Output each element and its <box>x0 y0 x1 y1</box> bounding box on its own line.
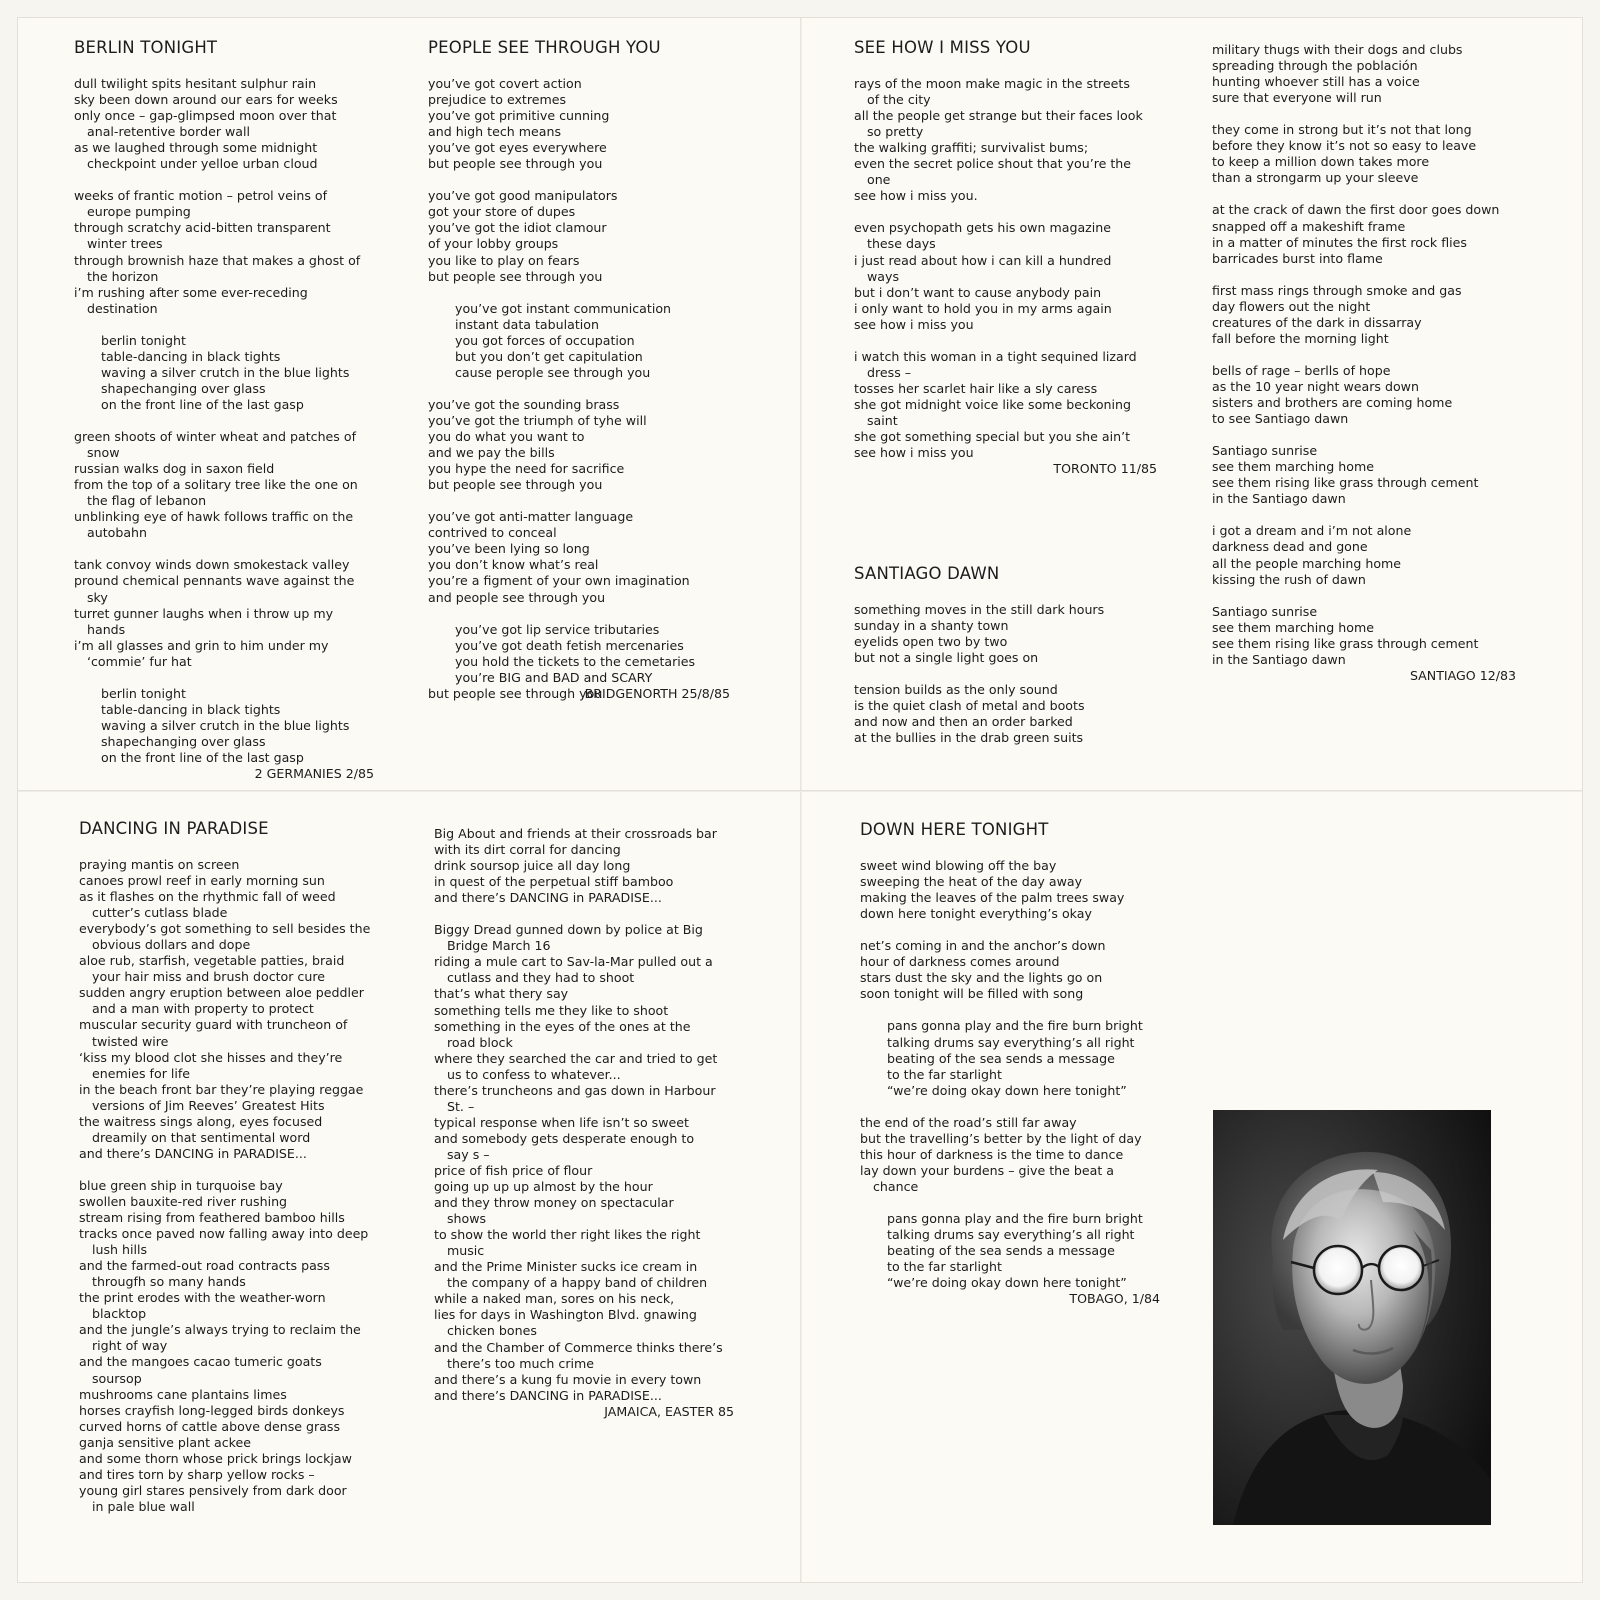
lyric-line: even psychopath gets his own magazine <box>854 220 1112 236</box>
lyric-line: dress – <box>867 364 912 380</box>
lyric-line: the flag of lebanon <box>87 493 207 509</box>
stanza-break <box>854 333 1157 349</box>
stanza-break <box>74 317 374 333</box>
poem-see-how-i-miss-you <box>854 38 1157 477</box>
lyric-line: that’s what thery say <box>434 986 569 1002</box>
lyric-line: soon tonight will be filled with song <box>860 986 1084 1002</box>
lyric-line: blacktop <box>92 1306 147 1322</box>
lyric-line: to keep a million down takes more <box>1212 154 1430 170</box>
lyric-line: you’ve got the triumph of tyhe will <box>428 412 647 428</box>
poem-title: DOWN HERE TONIGHT <box>860 820 1049 839</box>
lyric-line: you do what you want to <box>428 429 585 445</box>
vertical-fold <box>800 18 802 1582</box>
poem-lines <box>434 826 734 1404</box>
lyric-line: lies for days in Washington Blvd. gnawing <box>434 1307 697 1323</box>
lyric-line: twisted wire <box>92 1033 169 1049</box>
poem-lines <box>860 858 1160 1291</box>
lyric-line: muscular security guard with truncheon of <box>79 1017 348 1033</box>
lyric-line: and a man with property to protect <box>92 1001 314 1017</box>
lyric-line: your hair miss and brush doctor cure <box>92 969 325 985</box>
lyric-line: stream rising from feathered bamboo hills <box>79 1210 345 1226</box>
stanza-break <box>1212 186 1516 202</box>
lyric-line: aloe rub, starfish, vegetable patties, braid <box>79 953 345 969</box>
stanza-break <box>860 1195 1160 1211</box>
lyric-line: road block <box>447 1034 513 1050</box>
lyric-line: fall before the morning light <box>1212 330 1389 346</box>
lyric-line: in the Santiago dawn <box>1212 491 1346 507</box>
lyric-line: sudden angry eruption between aloe peddler <box>79 985 364 1001</box>
lyric-line: you like to play on fears <box>428 252 580 268</box>
lyric-line: the waitress sings along, eyes focused <box>79 1113 323 1129</box>
lyric-line: hunting whoever still has a voice <box>1212 74 1420 90</box>
lyric-line: you hype the need for sacrifice <box>428 461 625 477</box>
lyric-line: stars dust the sky and the lights go on <box>860 970 1103 986</box>
lyric-line: and there’s DANCING in PARADISE... <box>434 1387 662 1403</box>
stanza-break <box>428 381 730 397</box>
lyric-line: on the front line of the last gasp <box>101 396 304 412</box>
lyric-line: and we pay the bills <box>428 445 555 461</box>
lyric-line: eyelids open two by two <box>854 634 1008 650</box>
lyric-line: canoes prowl reef in early morning sun <box>79 873 325 889</box>
lyric-line: see them marching home <box>1212 459 1374 475</box>
lyric-line: see them marching home <box>1212 619 1374 635</box>
stanza-break <box>1212 588 1516 604</box>
lyric-line: and some thorn whose prick brings lockjaw <box>79 1450 352 1466</box>
lyric-line: horses crayfish long-legged birds donkeys <box>79 1402 345 1418</box>
lyric-line: going up up up almost by the hour <box>434 1179 653 1195</box>
poem-lines <box>854 76 1157 461</box>
stanza-break <box>860 1002 1160 1018</box>
poem-title: SANTIAGO DAWN <box>854 564 1000 583</box>
lyric-line: something moves in the still dark hours <box>854 602 1105 617</box>
lyric-line: versions of Jim Reeves’ Greatest Hits <box>92 1097 325 1113</box>
lyric-line: you’ve got primitive cunning <box>428 108 610 124</box>
lyric-line: you’re BIG and BAD and SCARY <box>455 669 653 685</box>
lyric-line: snow <box>87 445 120 461</box>
stanza-break <box>1212 106 1516 122</box>
lyric-line: riding a mule cart to Sav-la-Mar pulled out a <box>434 954 713 970</box>
lyric-line: Santiago sunrise <box>1212 603 1318 619</box>
lyric-line: drink soursop juice all day long <box>434 858 631 874</box>
lyric-line: as it flashes on the rhythmic fall of weed <box>79 889 336 905</box>
lyric-line: talking drums say everything’s all right <box>887 1227 1135 1243</box>
lyric-line: in a matter of minutes the first rock flies <box>1212 234 1467 250</box>
lyric-line: sure that everyone will run <box>1212 90 1382 106</box>
lyric-line: and now and then an order barked <box>854 714 1073 730</box>
lyric-line: shapechanging over glass <box>101 380 266 396</box>
lyric-line: and they throw money on spectacular <box>434 1195 674 1211</box>
lyric-line: see them rising like grass through cement <box>1212 635 1479 651</box>
poem-lines <box>1212 42 1516 668</box>
lyric-line: but people see through you <box>428 156 603 172</box>
lyric-line: but people see through you <box>428 477 603 493</box>
lyric-line: i only want to hold you in my arms again <box>854 300 1112 316</box>
lyric-line: berlin tonight <box>101 332 186 348</box>
lyric-line: unblinking eye of hawk follows traffic on the <box>74 509 354 525</box>
poem-lines <box>854 602 1157 746</box>
lyric-line: winter trees <box>87 236 163 252</box>
lyric-line: to the far starlight <box>887 1066 1002 1082</box>
lyric-line: waving a silver crutch in the blue lights <box>101 364 350 380</box>
lyric-line: before they know it’s not so easy to leave <box>1212 138 1477 154</box>
lyric-line: you’ve got anti-matter language <box>428 509 634 525</box>
lyric-line: instant data tabulation <box>455 316 599 332</box>
lyric-line: the horizon <box>87 268 159 284</box>
lyric-line: blue green ship in turquoise bay <box>79 1177 283 1193</box>
lyric-line: but people see through you <box>428 685 603 701</box>
lyric-line: see how i miss you <box>854 445 974 461</box>
poem-place-date: TOBAGO, 1/84 <box>1069 1291 1160 1307</box>
lyric-line: St. – <box>447 1098 475 1114</box>
poem-dancing-in-paradise <box>79 819 379 1515</box>
lyric-line: destination <box>87 300 158 316</box>
lyric-line: to see Santiago dawn <box>1212 411 1349 427</box>
poem-place-date: BRIDGENORTH 25/8/85 <box>584 685 730 701</box>
lyric-line: pround chemical pennants wave against the <box>74 573 355 589</box>
lyric-line: the print erodes with the weather-worn <box>79 1290 326 1306</box>
lyric-line: bells of rage – berlls of hope <box>1212 362 1391 378</box>
lyric-line: where they searched the car and tried to get <box>434 1050 718 1066</box>
stanza-break <box>860 1099 1160 1115</box>
lyric-line: as we laughed through some midnight <box>74 140 318 156</box>
poem-title: PEOPLE SEE THROUGH YOU <box>428 38 661 57</box>
lyric-line: swollen bauxite-red river rushing <box>79 1193 288 1209</box>
lyric-line: i’m rushing after some ever-receding <box>74 284 308 300</box>
stanza-break <box>434 906 734 922</box>
lyric-line: tank convoy winds down smokestack valley <box>74 557 350 573</box>
lyric-line: and the farmed-out road contracts pass <box>79 1258 330 1274</box>
lyric-line: all the people get strange but their faces look <box>854 108 1143 124</box>
lyric-line: the walking graffiti; survivalist bums; <box>854 140 1089 156</box>
lyric-line: praying mantis on screen <box>79 857 240 872</box>
lyric-line: and tires torn by sharp yellow rocks – <box>79 1466 315 1482</box>
poem-dancing-in-paradise-continued <box>434 826 734 1420</box>
stanza-break <box>1212 507 1516 523</box>
lyric-line: darkness dead and gone <box>1212 539 1368 555</box>
poem-place-date: TORONTO 11/85 <box>1053 461 1157 477</box>
lyric-line: chance <box>873 1178 919 1194</box>
lyric-line: in quest of the perpetual stiff bamboo <box>434 874 674 890</box>
lyric-line: hour of darkness comes around <box>860 954 1060 970</box>
lyric-line: us to confess to whatever... <box>447 1066 621 1082</box>
lyric-line: europe pumping <box>87 204 191 220</box>
lyric-line: right of way <box>92 1338 168 1354</box>
lyric-line: see how i miss you <box>854 316 974 332</box>
lyric-line: in the beach front bar they’re playing reggae <box>79 1081 364 1097</box>
lyric-line: rays of the moon make magic in the streets <box>854 76 1130 91</box>
stanza-break <box>74 670 374 686</box>
lyric-line: sunday in a shanty town <box>854 618 1009 634</box>
lyric-line: you hold the tickets to the cemetaries <box>455 653 696 669</box>
lyric-line: soursop <box>92 1370 142 1386</box>
lyric-line: on the front line of the last gasp <box>101 749 304 765</box>
lyric-line: to the far starlight <box>887 1259 1002 1275</box>
lyric-line: dull twilight spits hesitant sulphur rain <box>74 76 317 91</box>
lyric-line: and somebody gets desperate enough to <box>434 1130 695 1146</box>
lyric-line: and the mangoes cacao tumeric goats <box>79 1354 322 1370</box>
lyric-line: tension builds as the only sound <box>854 682 1058 698</box>
lyric-line: while a naked man, sores on his neck, <box>434 1291 675 1307</box>
lyric-line: chicken bones <box>447 1323 537 1339</box>
lyric-line: net’s coming in and the anchor’s down <box>860 938 1106 954</box>
lyric-line: and there’s a kung fu movie in every town <box>434 1371 702 1387</box>
poem-santiago-dawn-continued <box>1212 42 1516 684</box>
stanza-break <box>860 922 1160 938</box>
lyric-line: and there’s DANCING in PARADISE... <box>434 890 662 906</box>
lyric-line: “we’re doing okay down here tonight” <box>887 1082 1127 1098</box>
lyric-line: sisters and brothers are coming home <box>1212 395 1453 411</box>
lyric-line: and there’s DANCING in PARADISE... <box>79 1145 307 1161</box>
lyric-line: “we’re doing okay down here tonight” <box>887 1275 1127 1291</box>
stanza-break <box>854 666 1157 682</box>
lyric-line: i’m all glasses and grin to him under my <box>74 637 329 653</box>
poem-lines <box>79 857 379 1515</box>
poem-lines <box>428 76 730 702</box>
lyric-line: at the crack of dawn the first door goes down <box>1212 202 1500 218</box>
lyric-line: curved horns of cattle above dense grass <box>79 1418 341 1434</box>
lyric-line: pans gonna play and the fire burn bright <box>887 1018 1143 1034</box>
lyric-line: spreading through the población <box>1212 58 1418 74</box>
lyric-line: but i don’t want to cause anybody pain <box>854 284 1102 300</box>
stanza-break <box>854 204 1157 220</box>
lyric-line: this hour of darkness is the time to dance <box>860 1146 1124 1162</box>
lyric-line: sweet wind blowing off the bay <box>860 858 1057 873</box>
lyric-line: you’ve got good manipulators <box>428 188 618 204</box>
lyric-line: autobahn <box>87 525 148 541</box>
poem-title: SEE HOW I MISS YOU <box>854 38 1031 57</box>
lyric-line: creatures of the dark in dissarray <box>1212 314 1422 330</box>
lyric-line: but the travelling’s better by the light of day <box>860 1130 1142 1146</box>
lyric-line: table-dancing in black tights <box>101 348 281 364</box>
lyric-line: kissing the rush of dawn <box>1212 571 1366 587</box>
lyric-line: she got something special but you she ain’t <box>854 429 1131 445</box>
lyric-line: so pretty <box>867 124 924 140</box>
stanza-break <box>74 172 374 188</box>
lyric-line: typical response when life isn’t so sweet <box>434 1114 689 1130</box>
lyric-line: day flowers out the night <box>1212 298 1371 314</box>
lyric-line: only once – gap-glimpsed moon over that <box>74 108 337 124</box>
lyric-line: Big About and friends at their crossroads bar <box>434 826 717 841</box>
lyric-line: and people see through you <box>428 589 606 605</box>
lyric-line: through brownish haze that makes a ghost of <box>74 252 361 268</box>
lyric-line: througfh so many hands <box>92 1274 246 1290</box>
lyric-line: down here tonight everything’s okay <box>860 906 1092 922</box>
lyric-line: of the city <box>867 92 931 108</box>
poem-place-date: JAMAICA, EASTER 85 <box>604 1403 734 1419</box>
stanza-break <box>74 541 374 557</box>
lyric-line: to show the world ther right likes the right <box>434 1227 701 1243</box>
lyric-line: the end of the road’s still far away <box>860 1114 1077 1130</box>
lyric-line: cutlass and they had to shoot <box>447 970 635 986</box>
lyric-line: through scratchy acid-bitten transparent <box>74 220 331 236</box>
lyric-line: there’s too much crime <box>447 1355 595 1371</box>
lyric-line: Santiago sunrise <box>1212 443 1318 459</box>
lyric-line: beating of the sea sends a message <box>887 1243 1115 1259</box>
lyric-line: you got forces of occupation <box>455 332 635 348</box>
lyric-line: young girl stares pensively from dark door <box>79 1482 347 1498</box>
lyric-line: something tells me they like to shoot <box>434 1002 669 1018</box>
portrait-photo-man-with-glasses-icon <box>1213 1110 1491 1525</box>
lyric-line: she got midnight voice like some beckoning <box>854 396 1131 412</box>
lyric-line: beating of the sea sends a message <box>887 1050 1115 1066</box>
lyric-line: anal-retentive border wall <box>87 124 251 140</box>
lyric-line: they come in strong but it’s not that long <box>1212 122 1472 138</box>
lyric-line: you’ve got death fetish mercenaries <box>455 637 684 653</box>
lyric-line: got your store of dupes <box>428 204 576 220</box>
lyric-line: sweeping the heat of the day away <box>860 874 1083 890</box>
lyric-line: green shoots of winter wheat and patches of <box>74 429 357 445</box>
portrait-photo <box>1213 1110 1491 1525</box>
lyric-line: these days <box>867 236 936 252</box>
poem-berlin-tonight <box>74 38 374 782</box>
lyric-line: there’s truncheons and gas down in Harbour <box>434 1082 716 1098</box>
lyric-line: but you don’t get capitulation <box>455 348 643 364</box>
stanza-break <box>1212 347 1516 363</box>
lyric-line: barricades burst into flame <box>1212 250 1383 266</box>
lyric-line: see how i miss you. <box>854 188 978 204</box>
lyric-line: ‘commie’ fur hat <box>87 653 192 669</box>
lyric-line: berlin tonight <box>101 685 186 701</box>
lyric-line: i got a dream and i’m not alone <box>1212 523 1412 539</box>
lyric-line: contrived to conceal <box>428 525 557 541</box>
lyric-line: talking drums say everything’s all right <box>887 1034 1135 1050</box>
lyric-line: you’re a figment of your own imagination <box>428 573 690 589</box>
lyric-line: you don’t know what’s real <box>428 557 599 573</box>
lyric-line: pans gonna play and the fire burn bright <box>887 1211 1143 1227</box>
lyric-line: ways <box>867 268 900 284</box>
lyric-line: first mass rings through smoke and gas <box>1212 282 1462 298</box>
poem-santiago-dawn <box>854 564 1157 746</box>
lyric-line: weeks of frantic motion – petrol veins of <box>74 188 328 204</box>
lyric-line: as the 10 year night wears down <box>1212 378 1419 394</box>
lyric-line: of your lobby groups <box>428 236 559 252</box>
lyric-line: ‘kiss my blood clot she hisses and they’re <box>79 1049 343 1065</box>
poem-title: BERLIN TONIGHT <box>74 38 218 57</box>
lyric-line: and the Prime Minister sucks ice cream in <box>434 1259 698 1275</box>
lyric-line: checkpoint under yelloe urban cloud <box>87 156 318 172</box>
lyric-line: you’ve got the idiot clamour <box>428 220 607 236</box>
lyric-line: the company of a happy band of children <box>447 1275 708 1291</box>
lyric-line: in pale blue wall <box>92 1498 195 1514</box>
lyric-line: russian walks dog in saxon field <box>74 461 275 477</box>
lyric-line: all the people marching home <box>1212 555 1402 571</box>
lyric-line: ganja sensitive plant ackee <box>79 1434 252 1450</box>
lyric-line: sky been down around our ears for weeks <box>74 92 338 108</box>
lyric-line: hands <box>87 621 126 637</box>
lyric-line: i just read about how i can kill a hundred <box>854 252 1112 268</box>
lyric-line: see them rising like grass through cement <box>1212 475 1479 491</box>
poem-lines <box>74 76 374 766</box>
lyric-line: say s – <box>447 1146 490 1162</box>
lyric-line: table-dancing in black tights <box>101 701 281 717</box>
stanza-break <box>1212 427 1516 443</box>
lyric-line: Biggy Dread gunned down by police at Big <box>434 922 703 938</box>
poem-place-date: SANTIAGO 12/83 <box>1409 667 1516 683</box>
lyric-line: from the top of a solitary tree like the one on <box>74 477 358 493</box>
lyric-line: shows <box>447 1211 487 1227</box>
stanza-break <box>1212 267 1516 283</box>
lyric-line: lush hills <box>92 1242 148 1258</box>
lyric-line: turret gunner laughs when i throw up my <box>74 605 334 621</box>
lyric-line: you’ve got eyes everywhere <box>428 140 607 156</box>
lyric-line: Bridge March 16 <box>447 938 551 954</box>
lyric-line: obvious dollars and dope <box>92 937 251 953</box>
lyric-line: even the secret police shout that you’re the <box>854 156 1132 172</box>
poem-people-see-through-you <box>428 38 730 702</box>
stanza-break <box>428 285 730 301</box>
lyric-line: you’ve got covert action <box>428 76 582 91</box>
lyric-line: making the leaves of the palm trees sway <box>860 890 1125 906</box>
lyric-line: in the Santiago dawn <box>1212 651 1346 667</box>
lyric-line: something in the eyes of the ones at the <box>434 1018 691 1034</box>
lyric-line: waving a silver crutch in the blue lights <box>101 717 350 733</box>
lyric-line: price of fish price of flour <box>434 1162 593 1178</box>
lyric-line: sky <box>87 589 108 605</box>
lyric-line: you’ve got instant communication <box>455 300 672 316</box>
lyric-line: cutter’s cutlass blade <box>92 905 228 921</box>
lyric-line: at the bullies in the drab green suits <box>854 730 1084 746</box>
lyric-line: enemies for life <box>92 1065 191 1081</box>
lyric-line: one <box>867 172 891 188</box>
lyric-line: music <box>447 1243 485 1259</box>
lyric-line: you’ve been lying so long <box>428 541 590 557</box>
horizontal-fold <box>18 790 1582 792</box>
lyric-line: shapechanging over glass <box>101 733 266 749</box>
poem-title: DANCING IN PARADISE <box>79 819 269 838</box>
lyric-line: everybody’s got something to sell besides the <box>79 921 371 937</box>
lyric-line: you’ve got the sounding brass <box>428 396 620 412</box>
lyric-line: but people see through you <box>428 268 603 284</box>
lyric-line: tracks once paved now falling away into deep <box>79 1226 369 1242</box>
lyric-line: tosses her scarlet hair like a sly caress <box>854 380 1098 396</box>
lyric-line: and the Chamber of Commerce thinks there’s <box>434 1339 723 1355</box>
stanza-break <box>428 172 730 188</box>
lyric-line: and high tech means <box>428 124 562 140</box>
lyric-line: dreamily on that sentimental word <box>92 1129 311 1145</box>
lyric-line: with its dirt corral for dancing <box>434 842 621 858</box>
poem-place-date: 2 GERMANIES 2/85 <box>254 766 374 782</box>
stanza-break <box>79 1162 379 1178</box>
lyric-line: military thugs with their dogs and clubs <box>1212 42 1463 57</box>
lyric-line: and the jungle’s always trying to reclaim the <box>79 1322 361 1338</box>
lyric-line: lay down your burdens – give the beat a <box>860 1162 1114 1178</box>
lyric-line: is the quiet clash of metal and boots <box>854 698 1085 714</box>
lyric-line: saint <box>867 412 898 428</box>
poem-down-here-tonight <box>860 820 1160 1307</box>
lyric-line: snapped off a makeshift frame <box>1212 218 1406 234</box>
lyric-line: i watch this woman in a tight sequined lizard <box>854 348 1137 364</box>
lyric-line: mushrooms cane plantains limes <box>79 1386 287 1402</box>
lyric-line: cause perople see through you <box>455 364 651 380</box>
lyric-line: than a strongarm up your sleeve <box>1212 170 1419 186</box>
lyric-line: you’ve got lip service tributaries <box>455 621 660 637</box>
lyric-line: prejudice to extremes <box>428 92 567 108</box>
stanza-break <box>428 606 730 622</box>
stanza-break <box>428 493 730 509</box>
stanza-break <box>74 413 374 429</box>
lyric-line: but not a single light goes on <box>854 650 1039 666</box>
